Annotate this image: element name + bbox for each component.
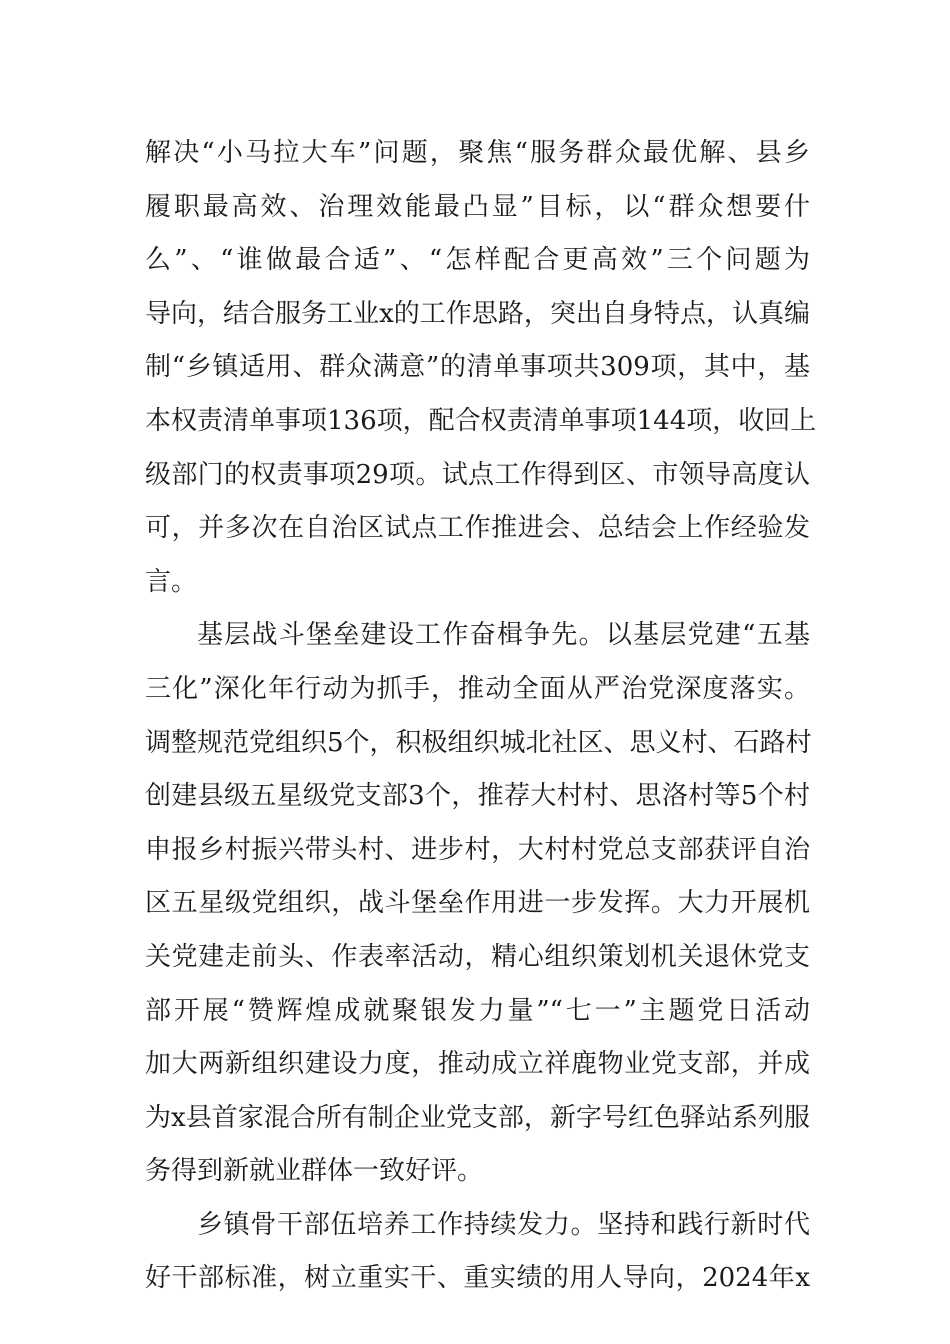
text-line: 三化”深化年行动为抓手，推动全面从严治党深度落实。	[145, 673, 810, 704]
text-line: 履职最高效、治理效能最凸显”目标，以“群众想要什	[145, 191, 810, 222]
text-line: 部开展“赞辉煌成就聚银发力量”“七一”主题党日活动	[145, 995, 810, 1026]
text-line: 好干部标准，树立重实干、重实绩的用人导向，2024年x	[145, 1263, 810, 1294]
body-text	[145, 127, 817, 1306]
text-line: 区五星级党组织，战斗堡垒作用进一步发挥。大力开展机	[145, 888, 810, 919]
text-line: 加大两新组织建设力度，推动成立祥鹿物业党支部，并成	[145, 1049, 810, 1080]
text-line: 导向，结合服务工业x的工作思路，突出自身特点，认真编	[145, 298, 810, 329]
paragraph-heading-line: 乡镇骨干部伍培养工作持续发力。坚持和践行新时代	[197, 1209, 810, 1240]
text-line: 创建县级五星级党支部3个，推荐大村村、思洛村等5个村	[145, 781, 810, 812]
text-line: 么”、“谁做最合适”、“怎样配合更高效”三个问题为	[145, 245, 810, 276]
text-line: 解决“小马拉大车”问题，聚焦“服务群众最优解、县乡	[145, 138, 810, 168]
text-line: 关党建走前头、作表率活动，精心组织策划机关退休党支	[145, 941, 810, 972]
text-line: 言。	[145, 566, 198, 597]
text-line: 本权责清单事项136项，配合权责清单事项144项，收回上	[145, 405, 817, 436]
text-line: 为x县首家混合所有制企业党支部，新字号红色驿站系列服	[145, 1102, 810, 1133]
text-line: 务得到新就业群体一致好评。	[145, 1156, 484, 1187]
paragraph-heading-line: 基层战斗堡垒建设工作奋楫争先。以基层党建“五基	[197, 620, 810, 651]
text-line: 调整规范党组织5个，积极组织城北社区、思义村、石路村	[145, 727, 812, 758]
text-line: 级部门的权责事项29项。试点工作得到区、市领导高度认	[145, 459, 810, 490]
text-line: 可，并多次在自治区试点工作推进会、总结会上作经验发	[145, 513, 810, 544]
text-line: 申报乡村振兴带头村、进步村，大村村党总支部获评自治	[145, 834, 810, 865]
text-line: 制“乡镇适用、群众满意”的清单事项共309项，其中，基	[145, 352, 810, 383]
